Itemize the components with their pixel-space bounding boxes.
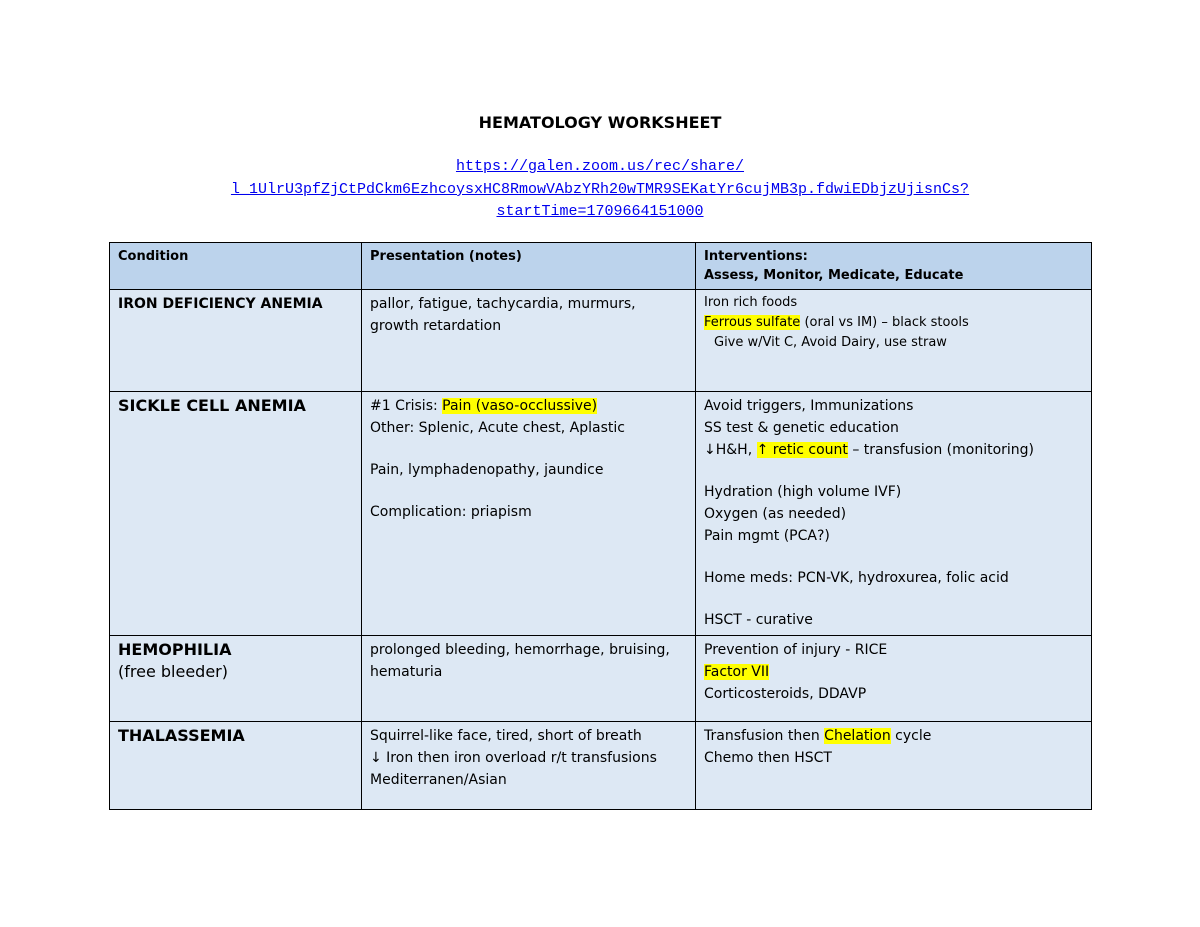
condition-cell: IRON DEFICIENCY ANEMIA [110, 290, 362, 392]
header-condition: Condition [110, 243, 362, 290]
highlight-pain-crisis: Pain (vaso-occlussive) [442, 398, 598, 414]
header-presentation: Presentation (notes) [362, 243, 696, 290]
header-interventions: Interventions: Assess, Monitor, Medicate, Educate [696, 243, 1092, 290]
highlight-chelation: Chelation [824, 728, 891, 744]
hematology-table [109, 242, 1092, 810]
highlight-ferrous-sulfate: Ferrous sulfate [704, 315, 801, 330]
table-header-row [110, 243, 1092, 290]
table-row-thalassemia [110, 722, 1092, 810]
presentation-cell: prolonged bleeding, hemorrhage, bruising, hematuria [362, 636, 696, 722]
interventions-cell: Iron rich foods Ferrous sulfate (oral vs IM) – black stools Give w/Vit C, Avoid Dairy, use straw [696, 290, 1092, 392]
highlight-retic-count: ↑ retic count [756, 442, 848, 458]
recording-link-line-1[interactable]: https://galen.zoom.us/rec/share/ [455, 158, 745, 175]
condition-cell: SICKLE CELL ANEMIA [110, 392, 362, 636]
worksheet-title: HEMATOLOGY WORKSHEET [478, 113, 722, 132]
table-row-iron-deficiency [110, 290, 1092, 392]
recording-link-line-3[interactable]: startTime=1709664151000 [496, 203, 704, 220]
interventions-cell: Transfusion then Chelation cycle Chemo then HSCT [696, 722, 1092, 810]
table-row-sickle-cell [110, 392, 1092, 636]
condition-cell: THALASSEMIA [110, 722, 362, 810]
highlight-factor-vii: Factor VII [704, 664, 770, 680]
table-row-hemophilia [110, 636, 1092, 722]
presentation-cell: #1 Crisis: Pain (vaso-occlussive) Other: Splenic, Acute chest, Aplastic Pain, lymphadenopathy, jaundice Complication: priapism [362, 392, 696, 636]
interventions-cell: Prevention of injury - RICE Factor VII Corticosteroids, DDAVP [696, 636, 1092, 722]
presentation-cell: Squirrel-like face, tired, short of breath ↓ Iron then iron overload r/t transfusions Mediterranen/Asian [362, 722, 696, 810]
condition-cell: HEMOPHILIA (free bleeder) [110, 636, 362, 722]
interventions-cell: Avoid triggers, Immunizations SS test & genetic education ↓H&H, ↑ retic count – transfusion (monitoring) Hydration (high volume IVF) Oxygen (as needed) Pain mgmt (PCA?) Home meds: PCN-VK, hydroxurea, folic acid HSCT - curative [696, 392, 1092, 636]
recording-link-line-2[interactable]: l_1UlrU3pfZjCtPdCkm6EzhcoysxHC8RmowVAbzYRh20wTMR9SEKatYr6cujMB3p.fdwiEDbjzUjisnCs? [230, 181, 970, 198]
presentation-cell: pallor, fatigue, tachycardia, murmurs, growth retardation [362, 290, 696, 392]
